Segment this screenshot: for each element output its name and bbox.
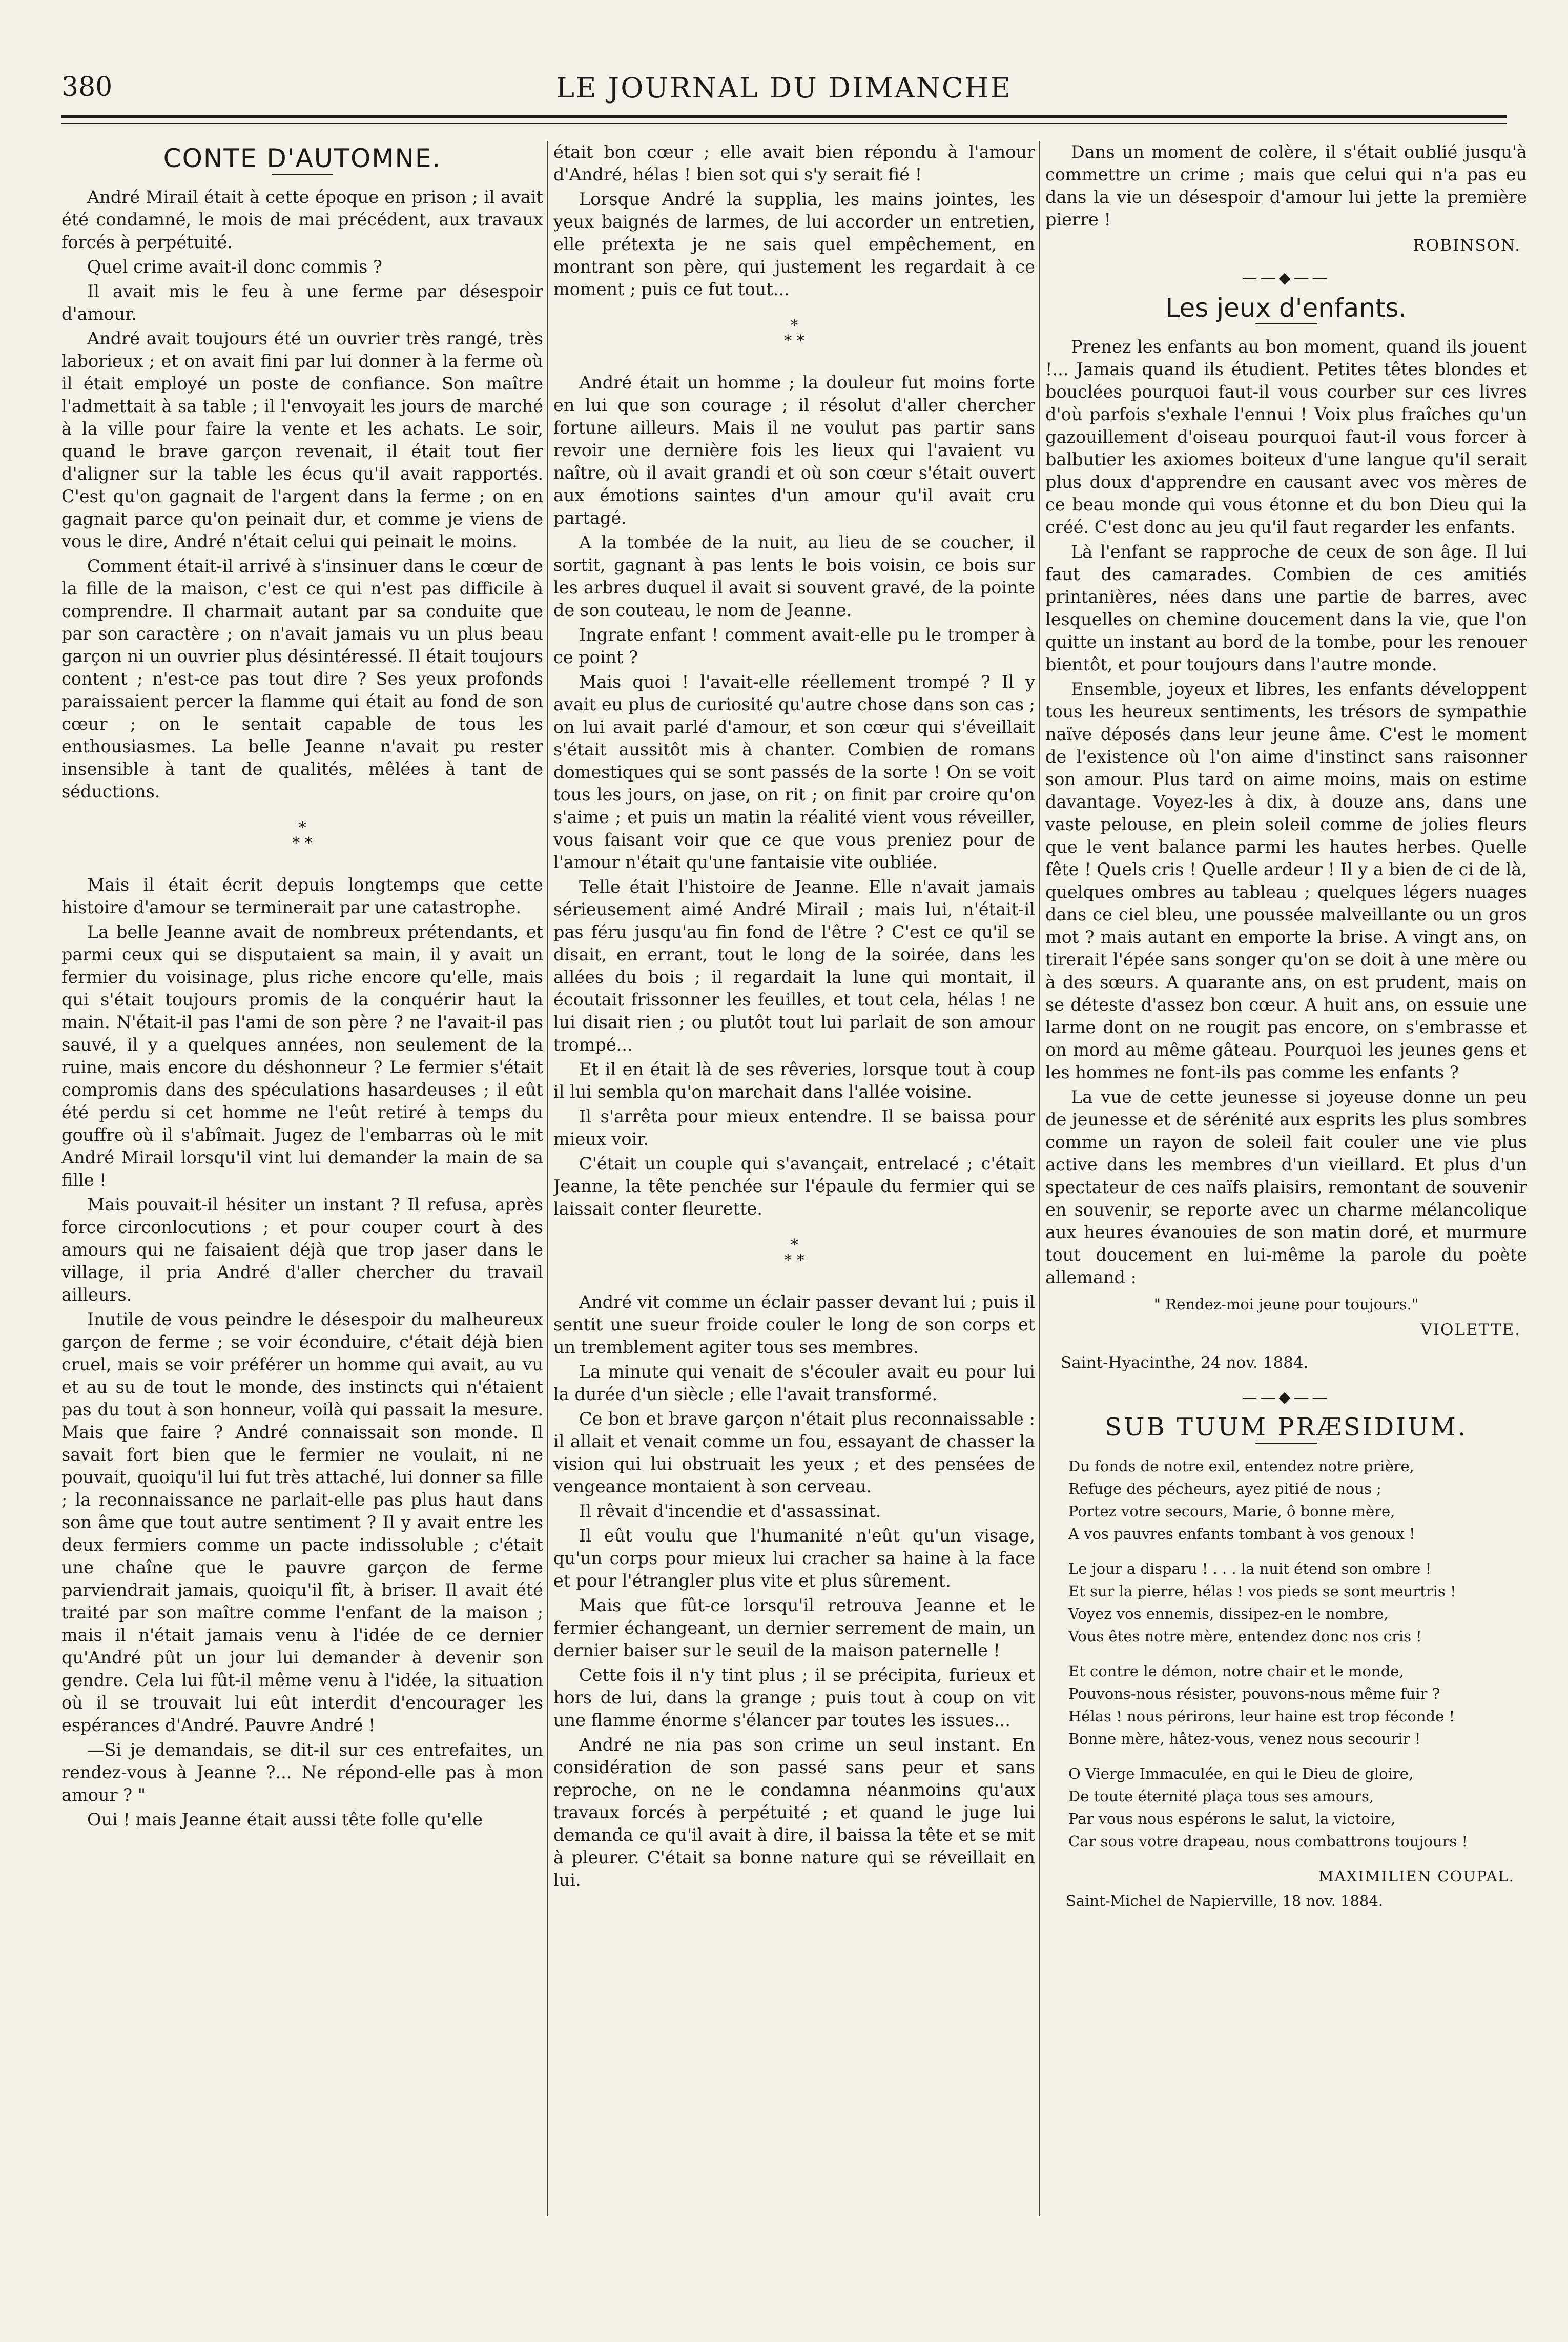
poem-stanza [1068,1455,1527,1545]
poem-line: Car sous votre drapeau, nous combattrons toujours ! [1068,1833,1468,1850]
conte-author: ROBINSON. [1413,236,1521,255]
conte-paragraph: Il avait mis le feu à une ferme par désespoir d'amour. [61,281,543,324]
poem-line: Hélas ! nous périrons, leur haine est trop féconde ! [1068,1708,1455,1725]
asterism-star-pair: * * [784,332,804,350]
conte-paragraph: Il s'arrêta pour mieux entendre. Il se baissa pour mieux voir. [553,1106,1035,1149]
jeux-title: Les jeux d'enfants. [1165,293,1407,323]
conte-paragraph: Quel crime avait-il donc commis ? [87,257,382,277]
poem-stanza [1068,1762,1527,1853]
poem-line: Du fonds de notre exil, entendez notre prière, [1068,1457,1414,1475]
poem-line: Et sur la pierre, hélas ! vos pieds se sont meurtris ! [1068,1583,1456,1600]
page-number: 380 [61,72,113,102]
poem-line: Bonne mère, hâtez-vous, venez nous secourir ! [1068,1730,1421,1748]
conte-paragraph: Ingrate enfant ! comment avait-elle pu le tromper à ce point ? [553,625,1035,667]
asterism [553,1238,1035,1268]
column-1 [61,141,543,2222]
title-rule [1255,323,1317,324]
poem-body [1068,1455,1527,1853]
conte-paragraph: était bon cœur ; elle avait bien répondu à l'amour d'André, hélas ! bien sot qui s'y serait fié ! [553,142,1035,184]
journal-title: LE JOURNAL DU DIMANCHE [556,72,1012,104]
conte-paragraph: —Si je demandais, se dit-il sur ces entrefaites, un rendez-vous à Jeanne ?... Ne répond-elle pas à mon amour ? " [61,1740,543,1805]
jeux-paragraph: Là l'enfant se rapproche de ceux de son âge. Il lui faut des camarades. Combien de ces amitiés printanières, nées dans une partie de barres, avec lesquelles on chemine doucement dans la vie, que l'on quitte un instant au bord de la tombe, pour les renouer bientôt, et pour toujours dans l'autre monde. [1045,542,1527,674]
poem-line: Le jour a disparu ! . . . la nuit étend son ombre ! [1068,1560,1432,1577]
poem-line: De toute éternité plaça tous ses amours, [1068,1788,1374,1805]
conte-paragraph: Comment était-il arrivé à s'insinuer dans le cœur de la fille de la maison, c'est ce qui n'est pas difficile à comprendre. Il charmait autant par sa conduite que par son caractère ; on n'avait jamais vu un plus beau garçon ni un ouvrier plus désintéressé. Il était toujours content ; n'est-ce pas tout dire ? Ses yeux profonds paraissaient percer la flamme qui était au fond de son cœur ; on le sentait capable de tous les enthousiasmes. La belle Jeanne n'avait pu rester insensible à tant de qualités, mêlées à tant de séductions. [61,556,543,802]
conte-paragraph: C'était un couple qui s'avançait, entrelacé ; c'était Jeanne, la tête penchée sur l'épaule du fermier qui se laissait conter fleurette. [553,1154,1035,1219]
poem-line: Portez votre secours, Marie, ô bonne mère, [1068,1503,1395,1520]
conte-paragraph: André avait toujours été un ouvrier très rangé, très laborieux ; et on avait fini par lui donner à la ferme où il était employé un poste de confiance. Son maître l'admettait à sa table ; il l'envoyait les jours de marché à la ville pour faire la vente et les achats. Le soir, quand le brave garçon revenait, il était tout fier d'aligner sur la table les écus qu'il avait rapportés. C'est qu'on gagnait de l'argent dans la ferme ; on en gagnait parce qu'on peinait dur, et comme je viens de vous le dire, André n'était celui qui peinait le moins. [61,328,543,551]
conte-paragraph: Lorsque André la supplia, les mains jointes, les yeux baignés de larmes, de lui accorder un entretien, elle prétexta je ne sais quel empêchement, en montrant son père, qui justement les regardait à ce moment ; puis ce fut tout... [553,189,1035,299]
conte-paragraph: André vit comme un éclair passer devant lui ; puis il sentit une sueur froide couler le long de son corps et un tremblement agiter tous ses membres. [553,1292,1035,1357]
jeux-author: VIOLETTE. [1420,1321,1521,1339]
conte-paragraph: Cette fois il n'y tint plus ; il se précipita, furieux et hors de lui, dans la grange ; puis tout à coup on vit une flamme énorme s'élancer par toutes les issues... [553,1665,1035,1730]
conte-paragraph: Et il en était là de ses rêveries, lorsque tout à coup il lui sembla qu'on marchait dans l'allée voisine. [553,1059,1035,1102]
section-ornament: ——◆—— [1242,269,1331,287]
section-ornament: ——◆—— [1242,1388,1331,1406]
conte-paragraph: André Mirail était à cette époque en prison ; il avait été condamné, le mois de mai précédent, aux travaux forcés à perpétuité. [61,187,543,252]
jeux-paragraph: Prenez les enfants au bon moment, quand ils jouent !... Jamais quand ils étudient. Petites têtes blondes et bouclées pourquoi faut-il vous courber sur ces livres d'où parfois s'exhale l'ennui ! Voix plus fraîches qu'un gazouillement d'oiseau pourquoi faut-il vous forcer à balbutier les axiomes boiteux d'une langue qu'il serait plus doux d'apprendre en causant avec vos mères de ce beau monde qui vous étonne et du bon Dieu qui la créé. C'est donc au jeu qu'il faut regarder les enfants. [1045,337,1527,537]
title-rule [272,174,333,175]
poem-author: MAXIMILIEN COUPAL. [1318,1867,1515,1885]
poem-line: Pouvons-nous résister, pouvons-nous même fuir ? [1068,1685,1440,1702]
poem-place-date: Saint-Michel de Napierville, 18 nov. 1884. [1066,1892,1384,1909]
asterism-star: * [790,1236,798,1254]
asterism [61,820,543,851]
conte-paragraph: Mais il était écrit depuis longtemps que cette histoire d'amour se terminerait par une catastrophe. [61,875,543,917]
jeux-place-date: Saint-Hyacinthe, 24 nov. 1884. [1061,1353,1309,1372]
conte-paragraph: André ne nia pas son crime un seul instant. En considération de son passé sans peur et sans reproche, on ne le condamna néanmoins qu'aux travaux forcés à perpétuité ; et quand le juge lui demanda ce qu'il avait à dire, il baissa la tête et se mit à pleurer. C'était sa bonne nature qui se réveillait en lui. [553,1735,1035,1890]
masthead-rule-thin [61,123,1507,124]
poem-line: A vos pauvres enfants tombant à vos genoux ! [1068,1525,1415,1543]
conte-paragraph: Ce bon et brave garçon n'était plus reconnaissable : il allait et venait comme un fou, essayant de chasser la vision qui lui obstruait les yeux ; et des pensées de vengeance montaient à son cerveau. [553,1409,1035,1496]
asterism [553,318,1035,349]
column-divider-1 [547,141,548,2216]
conte-paragraph: Mais pouvait-il hésiter un instant ? Il refusa, après force circonlocutions ; et pour couper court à des amours qui ne faisaient déjà que trop jaser dans le village, il pria André d'aller chercher du travail ailleurs. [61,1195,543,1305]
asterism-star: * [298,819,306,837]
conte-paragraph: Il eût voulu que l'humanité n'eût qu'un visage, qu'un corps pour mieux lui cracher sa haine à la face et pour l'étrangler plus vite et plus sûrement. [553,1526,1035,1591]
column-3 [1045,141,1527,2222]
poem-stanza [1068,1660,1527,1750]
conte-paragraph: La minute qui venait de s'écouler avait eu pour lui la durée d'un siècle ; elle l'avait transformé. [553,1362,1035,1404]
conte-paragraph: André était un homme ; la douleur fut moins forte en lui que son courage ; il résolut d'aller chercher fortune ailleurs. Mais il ne voulut pas partir sans revoir une dernière fois les lieux qui l'avaient vu naître, où il avait grandi et où son cœur s'était ouvert aux émotions saintes d'un amour qu'il avait cru partagé. [553,373,1035,528]
poem-title: SUB TUUM PRÆSIDIUM. [1105,1413,1468,1442]
conte-paragraph: A la tombée de la nuit, au lieu de se coucher, il sortit, gagnant à pas lents le bois voisin, ce bois sur les arbres duquel il avait si souvent gravé, de la pointe de son couteau, le nom de Jeanne. [553,532,1035,620]
masthead-rule-thick [61,115,1507,118]
conte-paragraph: Inutile de vous peindre le désespoir du malheureux garçon de ferme ; se voir éconduire, c'était déjà bien cruel, mais se voir préférer un homme qui avait, au vu et au su de tout le monde, des instincts qui n'étaient pas du tout à son honneur, voilà qui passait la mesure. Mais que faire ? André connaissait son monde. Il savait fort bien que le fermier ne voulait, ni ne pouvait, quoiqu'il lui fut très attaché, lui donner sa fille ; la reconnaissance ne parlait-elle pas plus haut dans son âme que tout autre sentiment ? Il y avait entre les deux fermiers comme un pacte indissoluble ; c'était une chaîne que le pauvre garçon de ferme parviendrait jamais, quoiqu'il fît, à briser. Il avait été traité par son maître comme l'enfant de la maison ; mais il n'était jamais venu à l'idée de ce dernier qu'André pût un jour lui demander à devenir son gendre. Cela lui fût-il même venu à l'idée, la situation où il se trouvait lui eût interdit d'encourager les espérances d'André. Pauvre André ! [61,1309,543,1735]
asterism-star: * [790,317,798,335]
jeux-paragraph: La vue de cette jeunesse si joyeuse donne un peu de jeunesse et de sérénité aux esprits les plus sombres comme un rayon de soleil fait couler une vie plus active dans les membres d'un vieillard. Et plus d'un spectateur de ces naïfs plaisirs, remontant de souvenir en souvenir, se reporte avec un charme mélancolique aux heures évanouies de son matin doré, et murmure tout doucement en lui-même la parole du poète allemand : [1045,1087,1527,1287]
poem-line: Par vous nous espérons le salut, la victoire, [1068,1810,1396,1827]
asterism-star-pair: * * [292,834,313,852]
poem-line: Refuge des pécheurs, ayez pitié de nous ; [1068,1480,1381,1497]
conte-title: CONTE D'AUTOMNE. [163,143,442,173]
jeux-quote: " Rendez-moi jeune pour toujours." [1153,1296,1419,1313]
poem-line: O Vierge Immaculée, en qui le Dieu de gloire, [1068,1765,1414,1782]
column-divider-2 [1039,141,1040,2216]
conte-paragraph: Mais que fût-ce lorsqu'il retrouva Jeanne et le fermier échangeant, un dernier serrement de main, un dernier baiser sur le seuil de la maison paternelle ! [553,1595,1035,1660]
poem-stanza [1068,1557,1527,1648]
conte-paragraph: Oui ! mais Jeanne était aussi tête folle qu'elle [87,1810,483,1830]
column-2 [553,141,1035,2222]
conte-paragraph: Mais quoi ! l'avait-elle réellement trompé ? Il y avait eu plus de curiosité qu'autre chose dans son cas ; on lui avait parlé d'amour, et son cœur qui s'éveillait s'était aussitôt mis à chanter. Combien de romans domestiques qui se sont passés de la sorte ! On se voit tous les jours, on jase, on rit ; on finit par croire qu'on s'aime ; et puis un matin la réalité vient vous réveiller, vous faisant voir que ce que vous preniez pour de l'amour n'était qu'une fantaisie vite oubliée. [553,672,1035,872]
masthead [61,72,1507,102]
poem-line: Vous êtes notre mère, entendez donc nos cris ! [1068,1628,1422,1645]
poem-line: Voyez vos ennemis, dissipez-en le nombre, [1068,1605,1389,1622]
jeux-paragraph: Ensemble, joyeux et libres, les enfants développent tous les heureux sentiments, les trésors de sympathie naïve déposés dans leur jeune âme. C'est le moment de l'existence où l'on aime d'instinct sans raisonner son amour. Plus tard on aime moins, mais on estime davantage. Voyez-les à dix, à douze ans, dans une vaste pelouse, en plein soleil comme de jolies fleurs que le vent balance parmi les hautes herbes. Quelle fête ! Quels cris ! Quelle ardeur ! Il y a bien de ci de là, quelques ombres au tableau ; quelques légers nuages dans ce ciel bleu, une poussée malveillante ou un gros mot ? mais autant en emporte la brise. A vingt ans, on tirerait l'épée sans songer qu'on se doit à une mère ou à des sœurs. A quarante ans, on est prudent, mais on se déteste d'assez bon cœur. A huit ans, on essuie une larme dont on ne rougit pas encore, on s'embrasse et on mord au même gâteau. Pourquoi les jeunes gens et les hommes ne font-ils pas comme les enfants ? [1045,679,1527,1082]
poem-line: Et contre le démon, notre chair et le monde, [1068,1662,1404,1680]
conte-paragraph: La belle Jeanne avait de nombreux prétendants, et parmi ceux qui se disputaient sa main, il y avait un fermier du voisinage, plus riche encore qu'elle, mais qui s'était toujours promis de la conquérir haut la main. N'était-il pas l'ami de son père ? ne l'avait-il pas sauvé, il y a quelques années, non seulement de la ruine, mais encore du déshonneur ? Le fermier s'était compromis dans des spéculations hasardeuses ; il eût été perdu si cet homme ne l'eût retiré à temps du gouffre où il s'abîmait. Jugez de l'embarras où le mit André Mirail lorsqu'il vint lui demander la main de sa fille ! [61,922,543,1190]
conte-paragraph: Dans un moment de colère, il s'était oublié jusqu'à commettre un crime ; mais que celui qui n'a pas eu dans la vie un désespoir d'amour lui jette la première pierre ! [1045,142,1527,230]
conte-paragraph: Il rêvait d'incendie et d'assassinat. [579,1501,881,1521]
conte-paragraph: Telle était l'histoire de Jeanne. Elle n'avait jamais sérieusement aimé André Mirail ; mais lui, n'était-il pas féru jusqu'au fin fond de l'être ? C'est ce qu'il se disait, en errant, tout le long de la soirée, dans les allées du bois ; il regardait la lune qui montait, il écoutait frissonner les feuilles, et tout cela, hélas ! ne lui disait rien ; ou plutôt tout lui parlait de son amour trompé... [553,877,1035,1055]
asterism-star-pair: * * [784,1251,804,1269]
title-rule [1255,1443,1317,1444]
